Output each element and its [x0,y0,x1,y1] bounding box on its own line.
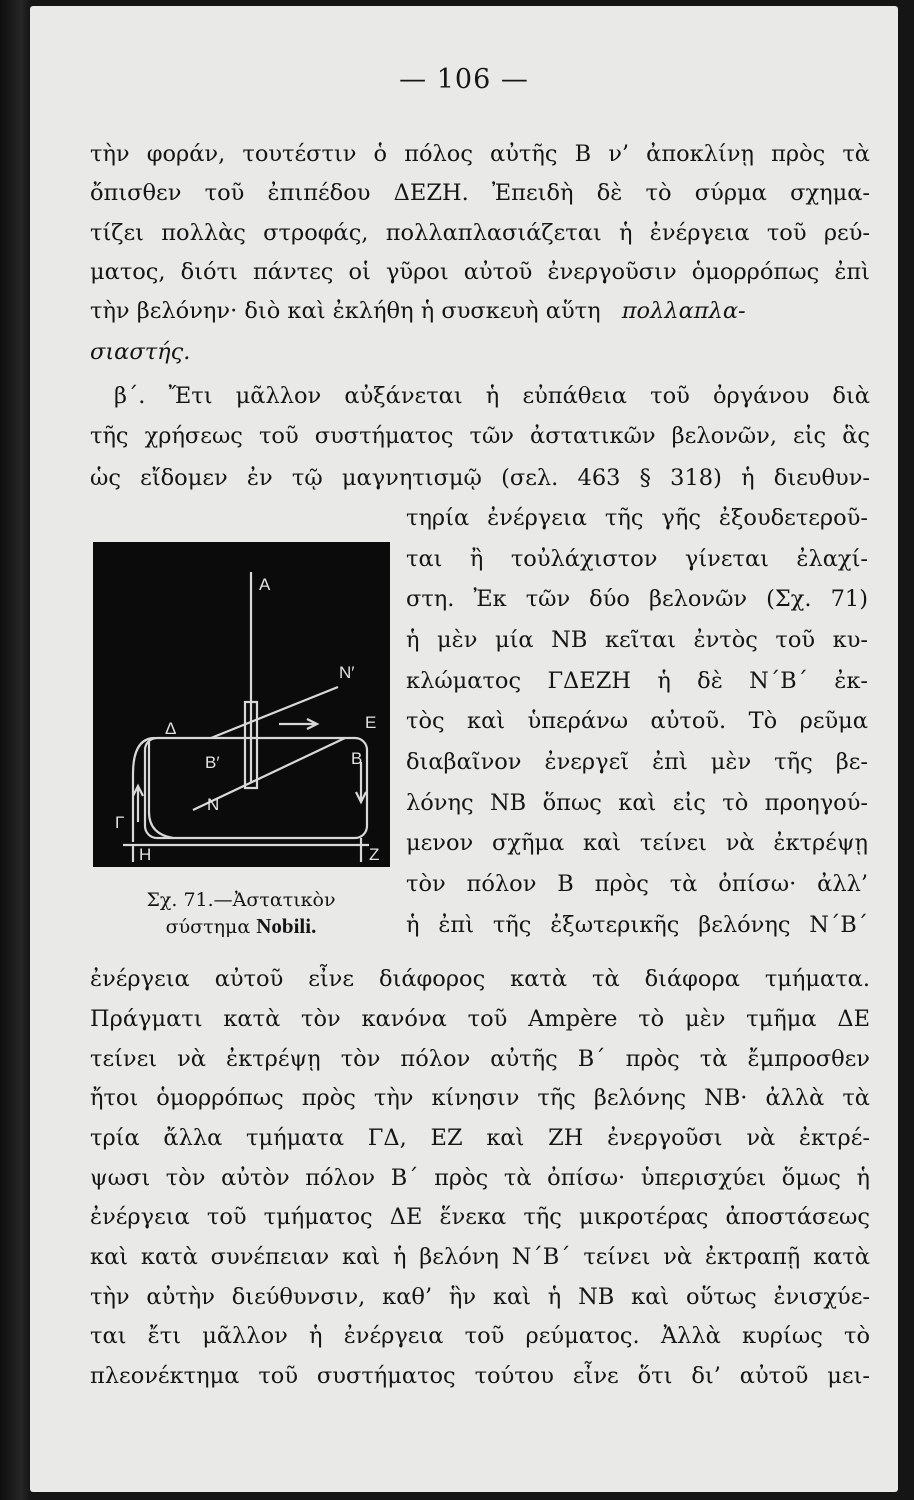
italic-term-end: σιαστής. [90,339,191,365]
book-page [30,6,898,1492]
caption-text: σύστημα [165,916,251,938]
text-line: τίζει πολλὰς στροφάς, πολλαπλασιάζεται ἡ ἐνέργεια τοῦ ρεύ- [90,220,870,246]
text-line: ὡς εἴδομεν ἐν τῷ μαγνητισμῷ (σελ. 463 § 318) ἡ διευθυν- [90,465,870,491]
label-Gamma: Γ [115,813,125,832]
label-Z: Z [369,845,380,864]
text-line: ἡ μὲν μία ΝΒ κεῖται ἐντὸς τοῦ κυ- [406,627,868,653]
text-line: τῆς χρήσεως τοῦ συστήματος τῶν ἀστατικῶν βελονῶν, εἰς ἃς [90,423,870,449]
text-line: τείνει νὰ ἐκτρέψῃ τὸν πόλον αὐτῆς Β΄ πρὸς τὰ ἔμπροσθεν [90,1046,870,1072]
text-line: στη. Ἐκ τῶν δύο βελονῶν (Σχ. 71) [406,586,868,612]
label-E: E [365,713,377,732]
text-line: τὸν πόλον Β πρὸς τὰ ὀπίσω· ἀλλ’ [406,871,868,897]
label-N-prime: N′ [339,663,355,682]
page-number: — 106 — [399,64,529,95]
caption-name: Nobili. [256,914,317,938]
text-line: ἡ ἐπὶ τῆς ἐξωτερικῆς βελόνης Ν΄Β΄ [406,912,868,938]
text-line: ἤτοι ὁμορρόπως πρὸς τὴν κίνησιν τῆς βελόνης ΝΒ· ἀλλὰ τὰ [90,1085,870,1111]
text-line: ται ἢ τοὐλάχιστον γίνεται ἐλαχί- [406,546,868,572]
text-line: ματος, διότι πάντες οἱ γῦροι αὐτοῦ ἐνεργοῦσιν ὁμορρόπως ἐπὶ [90,259,870,285]
text-line-with-term [90,296,870,326]
text-line: Πράγματι κατὰ τὸν κανόνα τοῦ Ampère τὸ μὲν τμῆμα ΔΕ [90,1006,870,1032]
label-H: H [139,845,152,864]
text-line: ψωσι τὸν αὐτὸν πόλον Β΄ πρὸς τὰ ὀπίσω· ὑπερισχύει ὅμως ἡ [90,1165,870,1191]
text-line: τρία ἄλλα τμήματα ΓΔ, ΕΖ καὶ ΖΗ ἐνεργοῦσι νὰ ἐκτρέ- [90,1125,870,1151]
figure-caption-line2 [80,914,402,939]
text-line: πλεονέκτημα τοῦ συστήματος τούτου εἶνε ὅτι δι’ αὐτοῦ μει- [90,1363,870,1389]
astatic-needle-diagram [93,542,390,867]
text-line: τὴν φοράν, τουτέστιν ὁ πόλος αὐτῆς Β ν’ ἀποκλίνῃ πρὸς τὰ [90,141,870,167]
text-line: ἐνέργεια αὐτοῦ εἶνε διάφορος κατὰ τὰ διάφορα τμήματα. [90,966,870,992]
figure-astatic-system [93,542,390,867]
text-line: διαβαῖνον ἐνεργεῖ ἐπὶ μὲν τῆς βε- [406,749,868,775]
text-line: μενον σχῆμα καὶ τείνει νὰ ἐκτρέψῃ [406,830,868,856]
text-line: κλώματος ΓΔΕΖΗ ἡ δὲ Ν΄Β΄ ἐκ- [406,668,868,694]
text-line: ται ἔτι μᾶλλον ἡ ἐνέργεια τοῦ ρεύματος. Ἀλλὰ κυρίως τὸ [90,1323,870,1349]
text-line: λόνης ΝΒ ὅπως καὶ εἰς τὸ προηγού- [406,790,868,816]
figure-caption-line1: Σχ. 71.—Ἀστατικὸν [146,889,336,911]
label-B: B [351,749,363,768]
text-line: τὸς καὶ ὑπεράνω αὐτοῦ. Τὸ ρεῦμα [406,708,868,734]
book-spine-shadow [0,0,30,1500]
text-line: ὄπισθεν τοῦ ἐπιπέδου ΔΕΖΗ. Ἐπειδὴ δὲ τὸ σύρμα σχημα- [90,180,870,206]
text-line: καὶ κατὰ συνέπειαν καὶ ἡ βελόνη Ν΄Β΄ τείνει νὰ ἐκτραπῇ κατὰ [90,1244,870,1270]
label-A: A [259,575,271,594]
text-fragment: τὴν βελόνην· διὸ καὶ ἐκλήθη ἡ συσκευὴ αὕτη [90,298,601,324]
label-N: N [207,795,220,814]
text-line: τὴν αὐτὴν διεύθυνσιν, καθ’ ἣν καὶ ἡ ΝΒ καὶ οὕτως ἐνισχύε- [90,1284,870,1310]
italic-term: πολλαπλα- [621,298,746,324]
text-line: τηρία ἐνέργεια τῆς γῆς ἐξουδετεροῦ- [406,505,868,531]
label-Delta: Δ [165,719,177,738]
text-line: ἐνέργεια τοῦ τμήματος ΔΕ ἕνεκα τῆς μικροτέρας ἀποστάσεως [90,1204,870,1230]
label-B-prime: B′ [205,753,220,772]
text-line: β΄. Ἔτι μᾶλλον αὐξάνεται ἡ εὐπάθεια τοῦ ὀργάνου διὰ [114,383,870,409]
